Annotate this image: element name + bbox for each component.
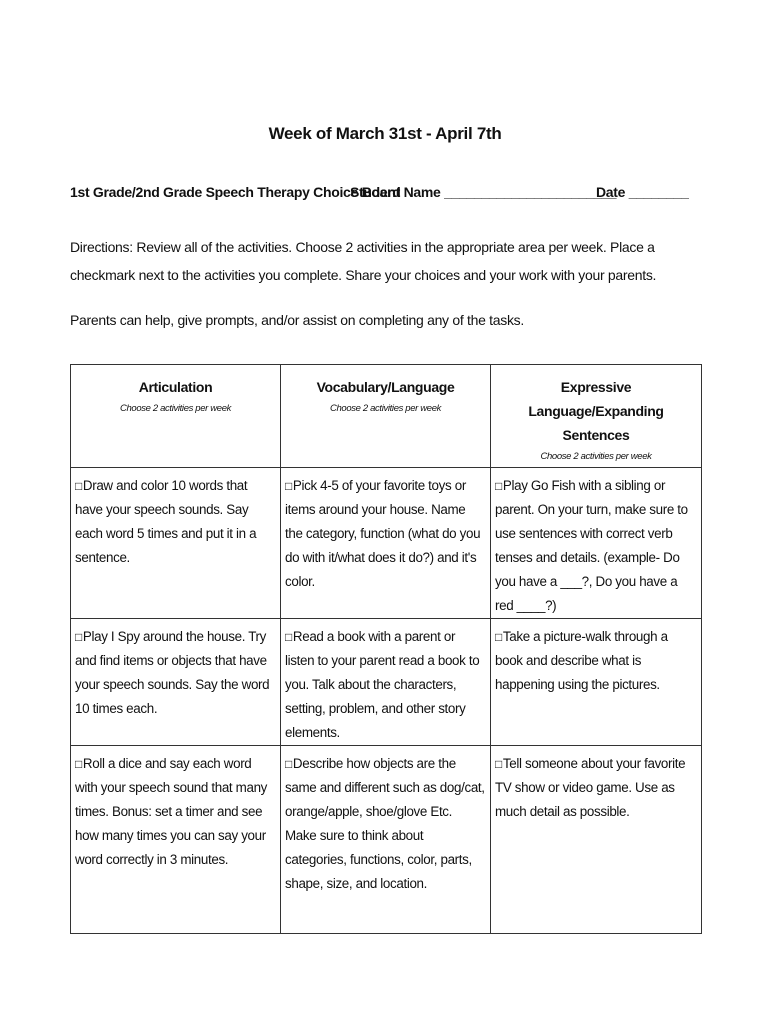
student-name-field: Student Name _______________________ — [350, 184, 617, 200]
activity-text: Tell someone about your favorite TV show or video game. Use as much detail as possible. — [495, 756, 686, 819]
table-row — [71, 619, 702, 746]
checkbox-icon[interactable]: □ — [495, 630, 502, 644]
activity-text: Take a picture-walk through a book and describe what is happening using the pictures. — [495, 629, 668, 692]
date-field: Date ________ — [596, 184, 689, 200]
checkbox-icon[interactable]: □ — [285, 757, 292, 771]
activity-text: Play I Spy around the house. Try and find items or objects that have your speech sounds. Say the word 10 times each. — [75, 629, 270, 716]
parents-note: Parents can help, give prompts, and/or assist on completing any of the tasks. — [70, 312, 524, 328]
column-title: Expressive Language/Expanding Sentences — [528, 379, 664, 443]
column-subtitle: Choose 2 activities per week — [540, 451, 652, 462]
activity-text: Read a book with a parent or listen to your parent read a book to you. Talk about the characters, setting, problem, and other story elements. — [285, 629, 480, 740]
column-title: Articulation — [138, 379, 213, 395]
column-subtitle: Choose 2 activities per week — [119, 403, 232, 414]
activity-text: Pick 4-5 of your favorite toys or items around your house. Name the category, function (what do you do with it/what does it do?) and it's color. — [285, 478, 481, 589]
table-row — [71, 746, 702, 934]
choice-board-table — [70, 364, 702, 934]
activity-cell — [491, 468, 702, 619]
column-subtitle: Choose 2 activities per week — [329, 403, 442, 414]
activity-cell — [281, 468, 491, 619]
activity-text: Describe how objects are the same and different such as dog/cat, orange/apple, shoe/glove Etc. Make sure to think about categories, functions, color, parts, shape, size, and location. — [285, 756, 485, 891]
activity-cell — [71, 746, 281, 934]
checkbox-icon[interactable]: □ — [75, 630, 82, 644]
checkbox-icon[interactable]: □ — [75, 479, 82, 493]
activity-text: Roll a dice and say each word with your speech sound that many times. Bonus: set a timer and see how many times you can say your word correctly in 3 minutes. — [75, 756, 268, 867]
board-title: 1st Grade/2nd Grade Speech Therapy Choice Board — [70, 184, 401, 200]
activity-text: Play Go Fish with a sibling or parent. On your turn, make sure to use sentences with correct verb tenses and details. (example- Do you have a ___?, Do you have a red ____?) — [495, 478, 688, 613]
page-title: Week of March 31st - April 7th — [268, 124, 502, 143]
table-row — [71, 468, 702, 619]
directions-text: Directions: Review all of the activities. Choose 2 activities in the appropriate area per week. Place a checkmark next to the activities you complete. Share your choices and your work with your parents. — [70, 239, 657, 283]
worksheet-header — [70, 184, 710, 206]
checkbox-icon[interactable]: □ — [495, 479, 502, 493]
checkbox-icon[interactable]: □ — [285, 630, 292, 644]
activity-cell — [491, 619, 702, 746]
column-header-expressive-language — [491, 365, 702, 468]
column-title: Vocabulary/Language — [316, 379, 455, 395]
table-header-row — [71, 365, 702, 468]
column-header-articulation — [71, 365, 281, 468]
checkbox-icon[interactable]: □ — [495, 757, 502, 771]
activity-cell — [491, 746, 702, 934]
activity-cell — [71, 619, 281, 746]
column-header-vocabulary — [281, 365, 491, 468]
activity-cell — [281, 619, 491, 746]
checkbox-icon[interactable]: □ — [75, 757, 82, 771]
activity-cell — [71, 468, 281, 619]
checkbox-icon[interactable]: □ — [285, 479, 292, 493]
activity-cell — [281, 746, 491, 934]
activity-text: Draw and color 10 words that have your speech sounds. Say each word 5 times and put it in a sentence. — [75, 478, 257, 565]
